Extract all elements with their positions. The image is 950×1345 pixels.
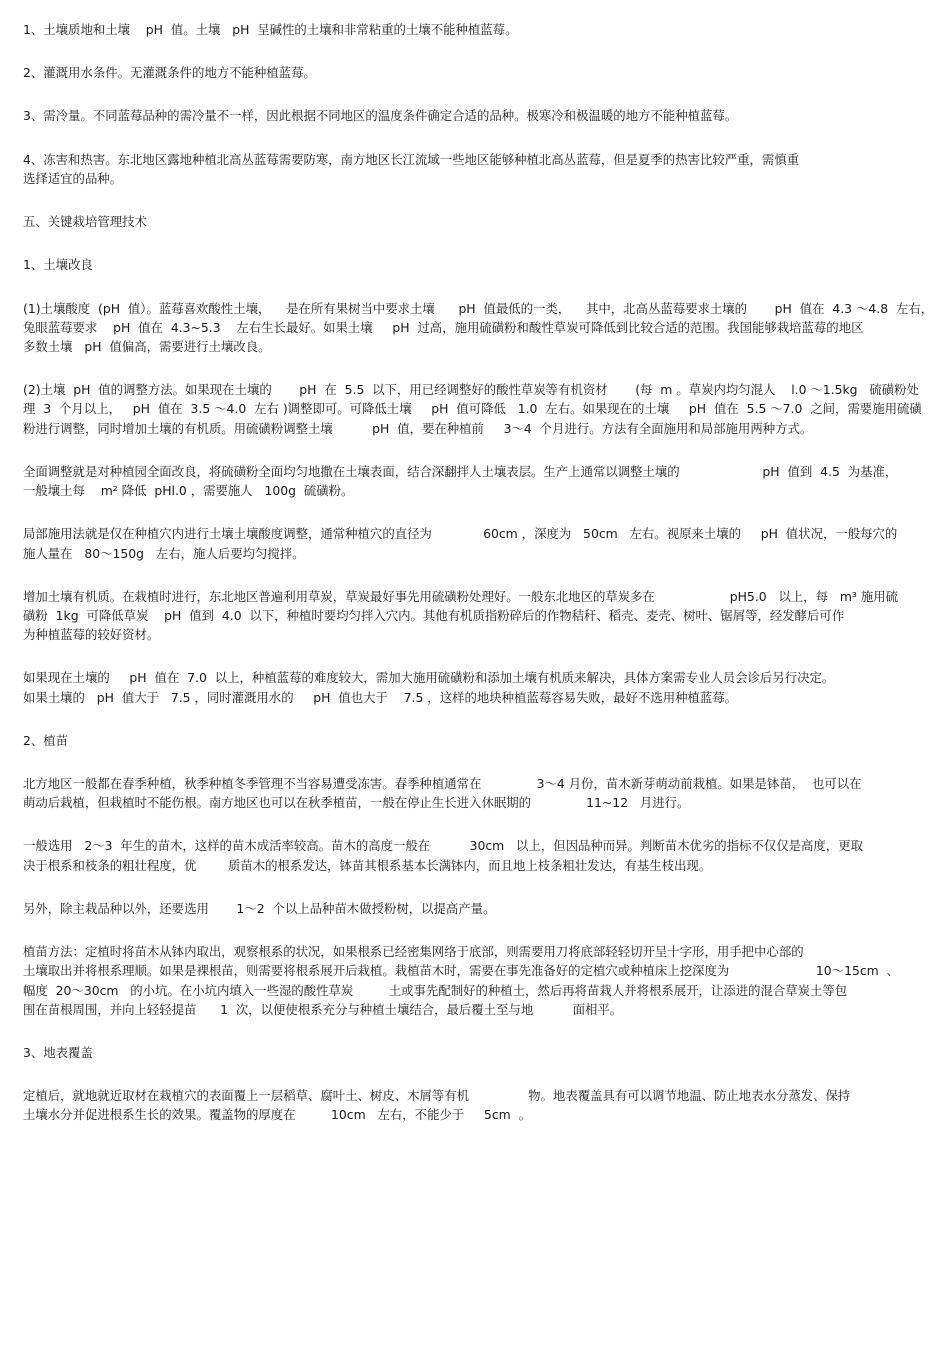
- document-body: [23, 20, 934, 1125]
- paragraph: [23, 462, 926, 500]
- text-line: 全面调整就是对种植园全面改良，将硫磺粉全面均匀地撒在土壤表面，结合深翻拌人土壤表层。生产上通常以调整土壤的 pH 值到 4.5 为基准，: [23, 463, 898, 479]
- text-line: 1、土壤质地和土壤 pH 值。土壤 pH 呈碱性的土壤和非常粘重的土壤不能种植蓝莓。: [23, 22, 518, 37]
- text-line: 土壤水分并促进根系生长的效果。覆盖物的厚度在 10cm 左右，不能少于 5cm 。: [23, 1107, 531, 1123]
- paragraph: [23, 524, 926, 562]
- paragraph: [23, 255, 926, 274]
- paragraph: [23, 20, 926, 39]
- text-line: 北方地区一般都在春季种植，秋季种植冬季管理不当容易遭受冻害。春季种植通常在 3～4 月份，苗木新芽萌动前栽植。如果是钵苗， 也可以在: [23, 776, 862, 792]
- text-line: 一般壤土每 m² 降低 pHl.0 ，需要施人 100g 硫磺粉。: [23, 483, 354, 499]
- paragraph: [23, 899, 926, 918]
- paragraph: [23, 150, 926, 188]
- paragraph: [23, 942, 926, 1019]
- text-line: 2、植苗: [23, 732, 69, 748]
- text-line: 选择适宜的品种。: [23, 170, 123, 186]
- text-line: 定植后，就地就近取材在栽植穴的表面覆上一层稻草、腐叶土、树皮、木屑等有机 物。地表覆盖具有可以调节地温、防止地表水分蒸发、保持: [23, 1088, 851, 1104]
- text-line: 理 3 个月以上， pH 值在 3.5 ～4.0 左右 )调整即可。可降低土壤 pH 值可降低 1.0 左右。如果现在的土壤 pH 值在 5.5 ～7.0 之间，需要施用硫磺: [23, 401, 922, 417]
- paragraph: [23, 212, 926, 231]
- paragraph: [23, 299, 934, 357]
- text-line: 如果现在土壤的 pH 值在 7.0 以上，种植蓝莓的难度较大，需加大施用硫磺粉和添加土壤有机质来解决，具体方案需专业人员会诊后另行决定。: [23, 670, 835, 686]
- text-line: 粉进行调整，同时增加土壤的有机质。用硫磺粉调整土壤 pH 值，要在种植前 3～4 个月进行。方法有全面施用和局部施用两种方式。: [23, 420, 813, 436]
- paragraph: [23, 1043, 926, 1062]
- text-line: 萌动后栽植，但栽植时不能伤根。南方地区也可以在秋季植苗，一般在停止生长进入休眠期的 11~12 月进行。: [23, 795, 690, 811]
- paragraph: [23, 380, 926, 438]
- text-line: 4、冻害和热害。东北地区露地种植北高丛蓝莓需要防寒，南方地区长江流域一些地区能够种植北高丛蓝莓，但是夏季的热害比较严重，需慎重: [23, 151, 800, 167]
- text-line: 施人量在 80～150g 左右，施人后要均匀搅拌。: [23, 545, 305, 561]
- paragraph: [23, 106, 926, 125]
- text-line: 植苗方法：定植时将苗木从钵内取出，观察根系的状况，如果根系已经密集网络于底部，则需要用刀将底部轻轻切开呈十字形，用手把中心部的: [23, 944, 804, 960]
- text-line: 如果土壤的 pH 值大于 7.5 ，同时灌溉用水的 pH 值也大于 7.5 ，这样的地块种植蓝莓容易失败，最好不选用种植蓝莓。: [23, 689, 738, 705]
- text-line: 另外，除主栽品种以外，还要选用 1～2 个以上品种苗木做授粉树，以提高产量。: [23, 900, 496, 916]
- text-line: 一般选用 2～3 年生的苗木，这样的苗木成活率较高。苗木的高度一般在 30cm 以上，但因品种而异。判断苗木优劣的指标不仅仅是高度，更取: [23, 838, 863, 854]
- text-line: 幅度 20～30cm 的小坑。在小坑内填入一些湿的酸性草炭 土或事先配制好的种植土，然后再将苗栽人并将根系展开，让添进的混合草炭土等包: [23, 982, 848, 998]
- text-line: (2)土壤 pH 值的调整方法。如果现在土壤的 pH 在 5.5 以下，用已经调整好的酸性草炭等有机资材 (每 m 。草炭内均匀混人 l.0 ～1.5kg 硫磺粉处: [23, 382, 919, 398]
- text-line: 1、土壤改良: [23, 257, 93, 273]
- paragraph: [23, 1086, 926, 1124]
- paragraph: [23, 63, 926, 82]
- paragraph: [23, 668, 926, 706]
- text-line: 3、地表覆盖: [23, 1045, 93, 1060]
- text-line: 磺粉 1kg 可降低草炭 pH 值到 4.0 以下，种植时要均匀拌入穴内。其他有机质指粉碎后的作物秸秆、稻壳、麦壳、树叶、锯屑等，经发酵后可作: [23, 607, 845, 623]
- text-line: 围在苗根周围，并向上轻轻提苗 1 次，以便使根系充分与种植土壤结合，最后覆土至与地 面相平。: [23, 1001, 623, 1017]
- text-line: 五、关键栽培管理技术: [23, 214, 147, 230]
- text-line: 3、需冷量。不同蓝莓品种的需冷量不一样，因此根据不同地区的温度条件确定合适的品种。极寒冷和极温暖的地方不能种植蓝莓。: [23, 108, 738, 124]
- text-line: 局部施用法就是仅在种植穴内进行土壤土壤酸度调整，通常种植穴的直径为 60cm ，深度为 50cm 左右。视原来土壤的 pH 值状况，一般每穴的: [23, 526, 898, 542]
- text-line: 为种植蓝莓的较好资材。: [23, 627, 160, 643]
- paragraph: [23, 587, 926, 645]
- paragraph: [23, 731, 926, 750]
- paragraph: [23, 836, 926, 874]
- text-line: 增加土壤有机质。在栽植时进行，东北地区普遍利用草炭，草炭最好事先用硫磺粉处理好。一般东北地区的草炭多在 pH5.0 以上，每 m³ 施用硫: [23, 588, 898, 604]
- paragraph: [23, 774, 926, 812]
- text-line: 多数土壤 pH 值偏高，需要进行土壤改良。: [23, 338, 271, 354]
- text-line: 决于根系和枝条的粗壮程度，优 质苗木的根系发达，钵苗其根系基本长满钵内，而且地上枝条粗壮发达，有基生枝出现。: [23, 857, 712, 873]
- text-line: 土壤取出并将根系理顺。如果是裸根苗，则需要将根系展开后栽植。栽植苗木时，需要在事先准备好的定植穴或种植床上挖深度为 10～15cm 、: [23, 963, 899, 979]
- text-line: (1)土壤酸度 (pH 值）。蓝莓喜欢酸性土壤， 是在所有果树当中要求土壤 pH 值最低的一类， 其中，北高丛蓝莓要求土壤的 pH 值在 4.3 ～4.8 左右，: [23, 300, 934, 316]
- text-line: 2、灌溉用水条件。无灌溉条件的地方不能种植蓝莓。: [23, 65, 316, 81]
- text-line: 兔眼蓝莓要求 pH 值在 4.3~5.3 左右生长最好。如果土壤 pH 过高，施用硫磺粉和酸性草炭可降低到比较合适的范围。我国能够栽培蓝莓的地区: [23, 319, 864, 335]
